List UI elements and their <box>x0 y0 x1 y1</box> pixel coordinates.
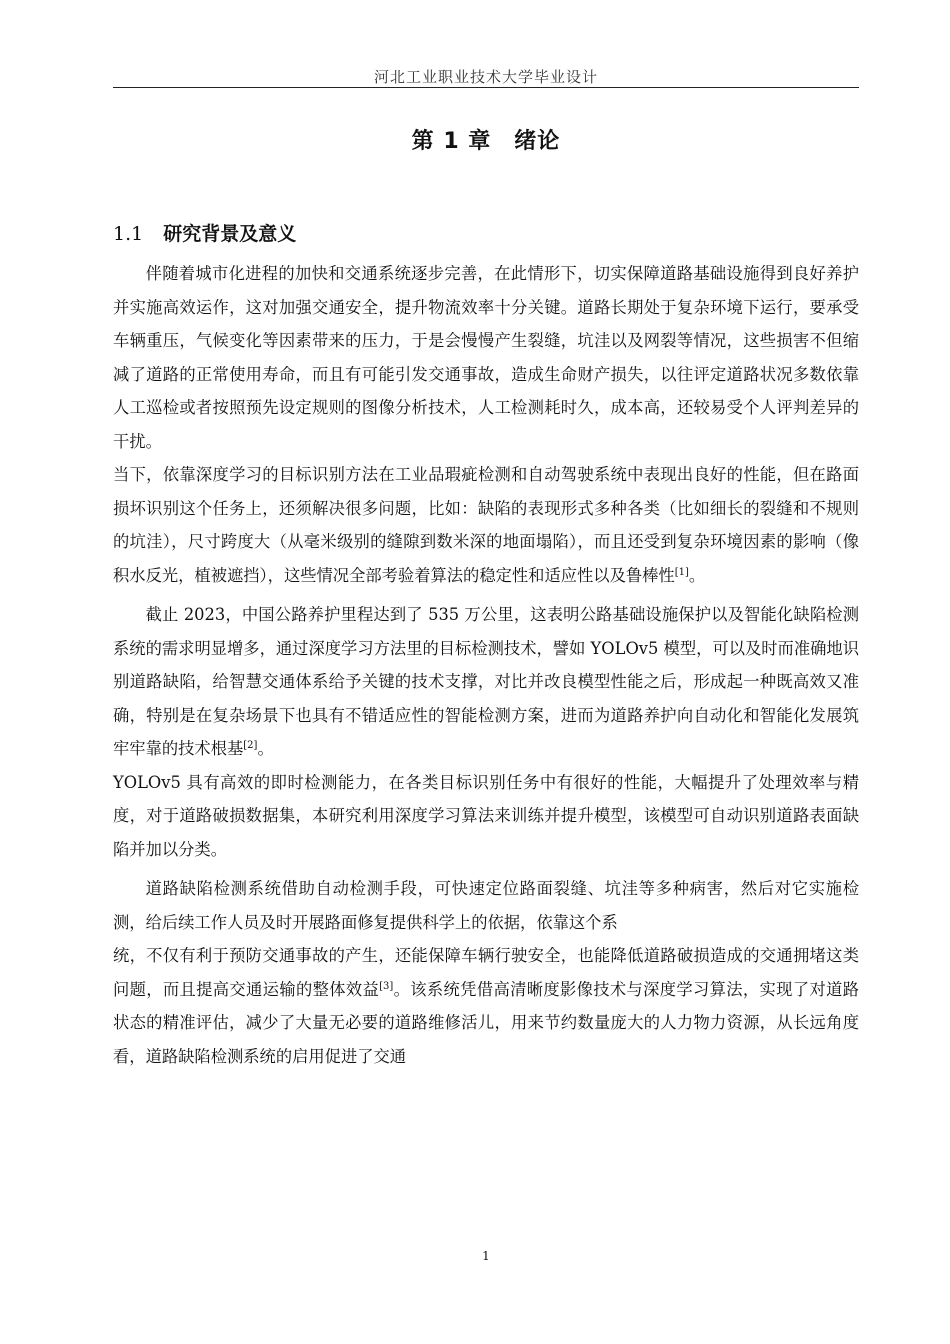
paragraph-5 <box>113 872 859 939</box>
paragraph-tail: 。 <box>688 565 706 585</box>
running-header: 河北工业职业技术大学毕业设计 <box>373 68 598 86</box>
paragraph-6 <box>113 939 859 1073</box>
citation-ref: [3] <box>379 980 394 992</box>
paragraph-tail: 。该系统凭借高清晰度影像技术与深度学习算法，实现了对道路状态的精准评估，减少了大量无必要的道路维修活儿，用来节约数量庞大的人力物力资源，从长远角度看，道路缺陷检测系统的启用促进了交通 <box>113 979 859 1066</box>
section-number: 1.1 <box>113 223 144 245</box>
paragraph-2 <box>113 458 859 592</box>
paragraph-3 <box>113 598 859 766</box>
section-heading <box>113 219 296 246</box>
paragraph-text: 统，不仅有利于预防交通事故的产生，还能保障车辆行驶安全，也能降低道路破损造成的交通拥堵这类问题，而且提高交通运输的整体效益 <box>113 946 859 999</box>
paragraph-text: 伴随着城市化进程的加快和交通系统逐步完善，在此情形下，切实保障道路基础设施得到良好养护并实施高效运作，这对加强交通安全，提升物流效率十分关键。道路长期处于复杂环境下运行，要承受车辆重压，气候变化等因素带来的压力，于是会慢慢产生裂缝，坑洼以及网裂等情况，这些损害不但缩减了道路的正常使用寿命，而且有可能引发交通事故，造成生命财产损失，以往评定道路状况多数依靠人工巡检或者按照预先设定规则的图像分析技术，人工检测耗时久，成本高，还较易受个人评判差异的干扰。 <box>113 264 859 451</box>
citation-ref: [2] <box>243 740 258 751</box>
page-number: 1 <box>482 1249 490 1263</box>
body-text <box>113 257 859 1073</box>
paragraph-text: 道路缺陷检测系统借助自动检测手段，可快速定位路面裂缝、坑洼等多种病害，然后对它实施检测，给后续工作人员及时开展路面修复提供科学上的依据，依靠这个系 <box>113 879 859 932</box>
paragraph-4 <box>113 766 859 867</box>
paragraph-1 <box>113 257 859 458</box>
paragraph-text: 当下，依靠深度学习的目标识别方法在工业品瑕疵检测和自动驾驶系统中表现出良好的性能，但在路面损坏识别这个任务上，还须解决很多问题，比如：缺陷的表现形式多种各类（比如细长的裂缝和不规则的坑洼），尺寸跨度大（从毫米级别的缝隙到数米深的地面塌陷），而且还受到复杂环境因素的影响（像积水反光，植被遮挡），这些情况全部考验着算法的稳定性和适应性以及鲁棒性 <box>113 465 859 585</box>
chapter-title: 第 1 章 绪论 <box>411 129 561 154</box>
header-rule <box>113 87 859 88</box>
section-title: 研究背景及意义 <box>163 223 297 245</box>
paragraph-text: 截止 2023，中国公路养护里程达到了 535 万公里，这表明公路基础设施保护以及智能化缺陷检测系统的需求明显增多，通过深度学习方法里的目标检测技术，譬如 YOLOv5 模型，可以及时而准确地识别道路缺陷，给智慧交通体系给予关键的技术支撑，对比并改良模型性能之后，形成起一种既高效又准确，特别是在复杂场景下也具有不错适应性的智能检测方案，进而为道路养护向自动化和智能化发展筑牢牢靠的技术根基 <box>113 605 859 758</box>
citation-ref: [1] <box>674 566 689 578</box>
paragraph-tail: 。 <box>257 739 274 758</box>
paragraph-text: YOLOv5 具有高效的即时检测能力，在各类目标识别任务中有很好的性能，大幅提升了处理效率与精度，对于道路破损数据集，本研究利用深度学习算法来训练并提升模型，该模型可自动识别道路表面缺陷并加以分类。 <box>113 772 859 859</box>
